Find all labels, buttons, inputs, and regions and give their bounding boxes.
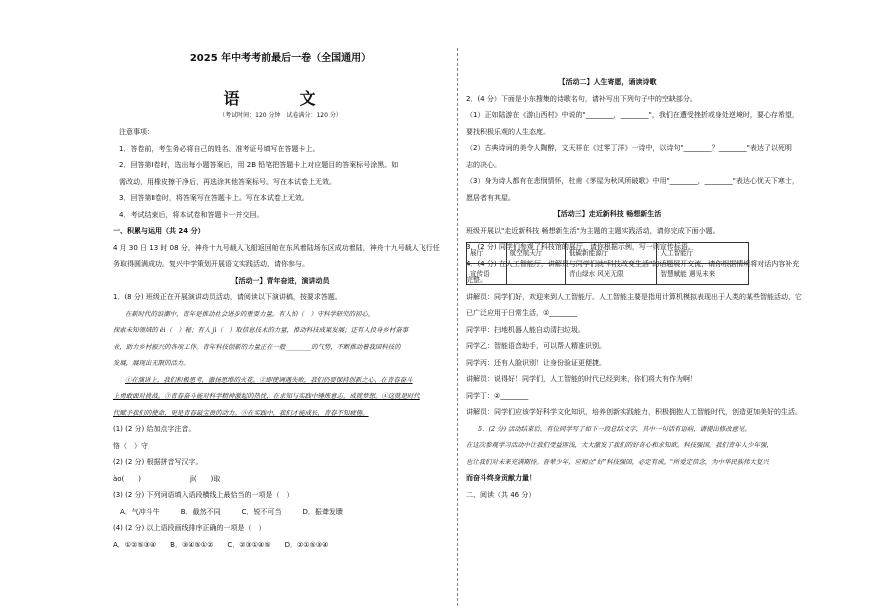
text-line: 同学丁：②________ bbox=[466, 391, 529, 400]
text-line: (2) (2 分) 根据拼音写汉字。 bbox=[113, 458, 203, 466]
text-line: 讲解员：说得好！同学们，人工智能的时代已经到来，你们将大有作为啊！ bbox=[466, 375, 697, 383]
text-line: 【活动三】走近新科技 畅想新生活 bbox=[553, 210, 662, 218]
text-line: 4．考试结束后，将本试卷和答题卡一并交回。 bbox=[119, 210, 264, 219]
text-line: (3) (2 分) 下列词语填入语段横线上最恰当的一项是（ ） bbox=[113, 491, 294, 499]
text-line: 完整。 bbox=[466, 276, 487, 284]
text-line: 代赋予我们的使命，更是青春最宝贵的动力。⑤在实践中，我们才能成长，青春不知疲倦。 bbox=[113, 408, 369, 417]
table-cell: 低碳新能源厅 bbox=[565, 243, 657, 264]
text-line: 同学甲：扫地机器人能自动清扫垃圾。 bbox=[466, 325, 585, 334]
text-line: (4) (2 分) 以上语段画线排序正确的一项是（ ） bbox=[113, 524, 266, 532]
text-line: 3．回答第Ⅱ卷时，将答案写在答题卡上。写在本试卷上无效。 bbox=[119, 194, 309, 202]
text-line: 注意事项： bbox=[119, 128, 154, 136]
exam-title: 2025 年中考考前最后一卷（全国通用） bbox=[189, 53, 372, 64]
text-line: A．气冲斗牛 B．截然不同 C．锐不可当 D．振聋发聩 bbox=[113, 507, 343, 516]
text-line: 二、阅读（共 46 分） bbox=[466, 490, 536, 499]
table-header-row bbox=[467, 243, 749, 264]
text-line: （3）身为诗人都有在悲悯情怀，杜甫《茅屋为秋风所破歌》中用"________，________"表达心忧天下寒士， bbox=[466, 177, 799, 185]
text-line: 在新时代的浪潮中，青年是推动社会进步的重要力量。有人怕（ ）守科学研究的初心， bbox=[125, 309, 375, 318]
right-column bbox=[466, 74, 802, 503]
text-line: 1．(8 分) 班级正在开展演讲动员活动，请阅读以下演讲稿，按要求答题。 bbox=[113, 293, 342, 301]
table-cell: 人工智能厅 bbox=[657, 243, 749, 264]
text-line: 讲解员：同学们应该学好科学文化知识，培养创新实践能力，积极拥抱人工智能时代，创造更加美好的生活。 bbox=[466, 408, 802, 416]
text-line: 同学丙：还有人脸识别！让身份验证更便捷。 bbox=[466, 358, 606, 367]
text-line: 发展，展现出无限的活力。 bbox=[113, 359, 190, 367]
text-line: ①在演讲上，我们积极思考，激扬思维的火花。②即使调遇失败，我们仍要保持创新之心，在青春奋斗 bbox=[125, 375, 413, 384]
column-divider bbox=[457, 48, 458, 606]
table-cell: 航空航天厅 bbox=[506, 243, 565, 264]
text-line: 业，助力乡村振兴的各项工作。青年科技创新的力量正在一股________的气势，不断推动着我国科技的 bbox=[113, 342, 401, 351]
table-row bbox=[467, 264, 749, 285]
text-line: （1）正如陆游在《游山西村》中说的"________，________"，我们在遭受挫折或身处逆境时，要心存希望， bbox=[466, 111, 799, 119]
left-column bbox=[113, 124, 448, 553]
text-line: 需改动，用橡皮擦干净后，再选涂其他答案标号。写在本试卷上无效。 bbox=[119, 177, 336, 186]
text-line: 讲解员：同学们好，欢迎来到人工智能厅。人工智能主要是指用计算机模拟表现出于人类的某些智能活动，它 bbox=[466, 292, 802, 301]
text-line: 一、积累与运用（共 24 分） bbox=[113, 227, 205, 235]
text-line: 也让我们对未来充满期待。吾辈少年，应相立"好"科技强国，必定有成。"所爱定信念，为中华民族伟大复兴 bbox=[466, 457, 769, 466]
exam-meta: （考试时间：120 分钟 试卷满分：120 分） bbox=[219, 112, 342, 119]
table-cell: 宣传语 bbox=[467, 264, 507, 285]
text-line: 5．(2 分) 活动结束后，有位同学写了如下一段总结文字，其中一句话有语病，请提出修改意见。 bbox=[478, 424, 751, 433]
text-line: ào( ) jì( )取 bbox=[113, 474, 221, 483]
text-line: 在这次参观学习活动中让我们受益匪浅，大大激发了我们的好奇心和求知欲。科技强国，我们青年人少年强， bbox=[466, 441, 773, 449]
text-line: 3．(2 分) 同学们参观了科技馆的展厅，请你根据示例，写一则宣传标语。 bbox=[466, 243, 695, 251]
table-cell bbox=[506, 264, 565, 285]
text-line: 愿居者有其屋。 bbox=[466, 193, 515, 202]
text-line: 而奋斗终身贡献力量！ bbox=[466, 474, 536, 482]
text-line: 【活动二】人生寄愿，诵读诗歌 bbox=[558, 78, 657, 86]
text-line: 4．(4 分) 在人工智能厅，讲解员与同学们就"科技改变生活"的话题展开交流，请你根据情境将对话内容补充 bbox=[466, 259, 800, 268]
text-line: 2．(4 分）下面是小东搜集的诗歌名句，请补写出下列句子中的空缺部分。 bbox=[466, 94, 697, 103]
subject-title: 语 文 bbox=[223, 89, 338, 108]
text-line: A．①②⑤③④ B．③④⑤①② C．②③①④⑤ D．②①⑤③④ bbox=[113, 540, 329, 549]
text-line: 1．答卷前，考生务必将自己的姓名、准考证号填写在答题卡上。 bbox=[119, 144, 320, 153]
table-cell: 青山绿水 风光无限 bbox=[565, 264, 657, 285]
table-cell: 展厅 bbox=[467, 243, 507, 264]
text-line: 2．回答第Ⅰ卷时，选出每小题答案后，用 2B 铅笔把答题卡上对应题目的答案标号涂黑。如 bbox=[119, 161, 399, 169]
text-line: 务取得圆满成功。复兴中学策划开展语文实践活动，请你参与。 bbox=[113, 260, 309, 268]
exhibit-table bbox=[466, 242, 800, 285]
text-line: 上勇敢面对挑战。③青春奋斗能对科学精神激起的热忱，在求知与实践中锤炼意志，成就梦想。④这就是时代 bbox=[113, 392, 420, 400]
text-line: 【活动一】青年奋进，演讲动员 bbox=[231, 276, 330, 285]
text-line: 志的决心。 bbox=[466, 160, 501, 169]
text-line: 同学乙：智能语音助手，可以帮人精准识别。 bbox=[466, 342, 606, 350]
text-line: (1) (2 分) 给加点字注音。 bbox=[113, 425, 196, 433]
text-line: （2）古典诗词的美令人陶醉，文天祥在《过零丁洋》一诗中，以诗句"________？________"表达了以死明 bbox=[466, 144, 792, 152]
text-line: 4 月 30 日 13 时 08 分，神舟十九号载人飞船返回舱在东风着陆场东区成功着陆，神舟十九号载人飞行任 bbox=[113, 243, 440, 252]
text-line: 探索未知领域的 ěi（ ）秘；有人 jì（ ）取信息技术的力量，推动科技成果发展；还有人投身乡村奋事 bbox=[113, 326, 409, 334]
text-line: 要找积极乐观的人生态度。 bbox=[466, 127, 550, 136]
table-cell: 智慧赋能 遇见未来 bbox=[657, 264, 749, 285]
text-line: 班级开展以"走近新科技 畅想新生活"为主题的主题实践活动，请你完成下面小题。 bbox=[466, 226, 720, 235]
text-line: 恪（ ）守 bbox=[113, 441, 148, 450]
text-line: 已广泛应用于日常生活，①________ bbox=[466, 309, 578, 317]
